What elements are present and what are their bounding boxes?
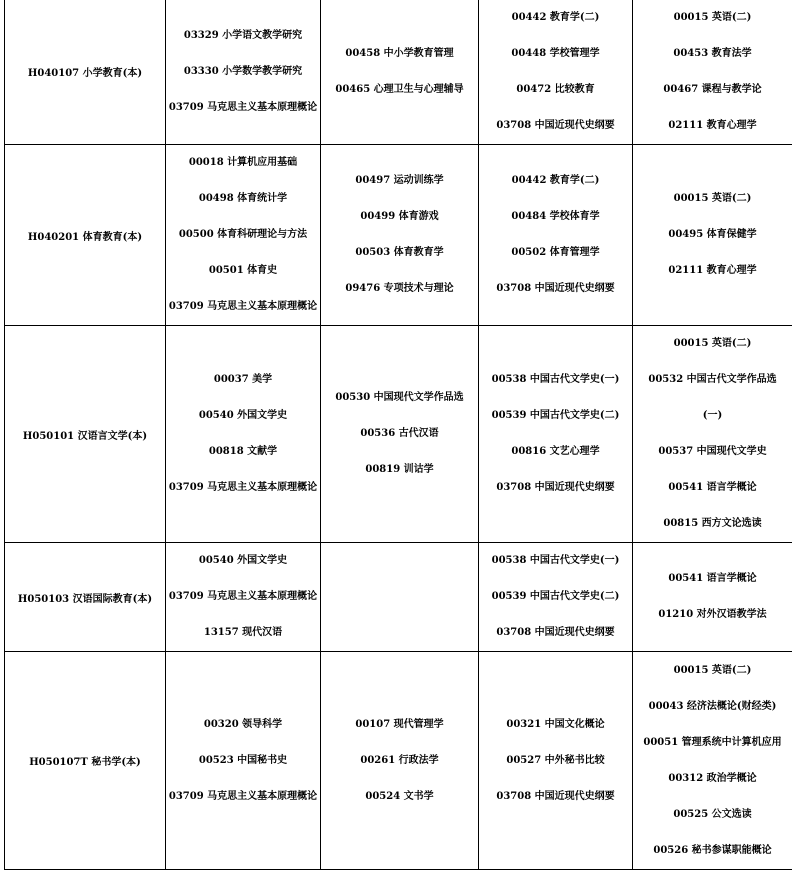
course-group-cell [633,0,792,145]
course-item: 00539 中国古代文学史(二) [479,579,632,615]
course-item: 03709 马克思主义基本原理概论 [166,470,320,506]
table-row [5,0,792,145]
course-item: 00532 中国古代文学作品选 [633,362,792,398]
major-cell [5,326,166,543]
course-item: 00501 体育史 [166,253,320,289]
course-group-cell [321,0,479,145]
course-item: 00472 比较教育 [479,72,632,108]
course-item: 01210 对外汉语教学法 [633,597,792,633]
course-group-cell [479,652,633,870]
course-item: 00107 现代管理学 [321,707,478,743]
course-item: 03709 马克思主义基本原理概论 [166,90,320,126]
course-item: 03708 中国近现代史纲要 [479,470,632,506]
course-item: 00015 英语(二) [633,326,792,362]
course-item: 00540 外国文学史 [166,543,320,579]
course-item: 03329 小学语文教学研究 [166,18,320,54]
course-item: 00320 领导科学 [166,707,320,743]
exam-schedule-table [4,0,792,870]
major-cell [5,652,166,870]
course-group-cell [166,326,321,543]
course-item: 00536 古代汉语 [321,416,478,452]
course-item: 00538 中国古代文学史(一) [479,362,632,398]
course-item: 00465 心理卫生与心理辅导 [321,72,478,108]
table-row [5,326,792,543]
table-row [5,543,792,652]
course-item: 03709 马克思主义基本原理概论 [166,289,320,325]
course-item: 00539 中国古代文学史(二) [479,398,632,434]
course-item: 02111 教育心理学 [633,253,792,289]
course-item: 00043 经济法概论(财经类) [633,689,792,725]
course-item: 00816 文艺心理学 [479,434,632,470]
course-item: 00541 语言学概论 [633,470,792,506]
course-item: 00818 文献学 [166,434,320,470]
course-group-cell [321,543,479,652]
course-item: 00448 学校管理学 [479,36,632,72]
course-item: 00467 课程与教学论 [633,72,792,108]
course-group-cell [321,145,479,326]
course-item: 00015 英语(二) [633,181,792,217]
table-body [5,0,792,870]
course-item: 00819 训诂学 [321,452,478,488]
course-item: 00015 英语(二) [633,0,792,36]
course-item: 00499 体育游戏 [321,199,478,235]
course-group-cell [633,145,792,326]
course-item: 00526 秘书参谋职能概论 [633,833,792,869]
course-group-cell [479,543,633,652]
course-item: 00527 中外秘书比较 [479,743,632,779]
course-item: 00442 教育学(二) [479,163,632,199]
course-group-cell [166,543,321,652]
course-item: 00458 中小学教育管理 [321,36,478,72]
course-item: 00051 管理系统中计算机应用 [633,725,792,761]
course-item: 00530 中国现代文学作品选 [321,380,478,416]
course-item: 00497 运动训练学 [321,163,478,199]
course-item: 03708 中国近现代史纲要 [479,271,632,307]
course-item: 00815 西方文论选读 [633,506,792,542]
course-item: 02111 教育心理学 [633,108,792,144]
course-item: 00321 中国文化概论 [479,707,632,743]
table-row [5,145,792,326]
course-group-cell [166,0,321,145]
course-group-cell [479,145,633,326]
course-item: 03708 中国近现代史纲要 [479,615,632,651]
course-item: 00261 行政法学 [321,743,478,779]
table-row [5,652,792,870]
course-item: 00523 中国秘书史 [166,743,320,779]
course-item: 00540 外国文学史 [166,398,320,434]
course-item: 00503 体育教育学 [321,235,478,271]
course-item: 00500 体育科研理论与方法 [166,217,320,253]
course-item: (一) [633,398,792,434]
course-item: 00484 学校体育学 [479,199,632,235]
course-item: 00015 英语(二) [633,653,792,689]
major-name: H040201 体育教育(本) [5,228,165,243]
course-group-cell [321,652,479,870]
course-group-cell [633,543,792,652]
course-item: 00312 政治学概论 [633,761,792,797]
course-group-cell [633,652,792,870]
course-item: 00502 体育管理学 [479,235,632,271]
course-item: 00018 计算机应用基础 [166,145,320,181]
course-item: 03708 中国近现代史纲要 [479,108,632,144]
course-group-cell [633,326,792,543]
course-item: 00537 中国现代文学史 [633,434,792,470]
course-item: 00453 教育法学 [633,36,792,72]
course-item: 00538 中国古代文学史(一) [479,543,632,579]
major-name: H040107 小学教育(本) [5,64,165,79]
course-item: 00524 文书学 [321,779,478,815]
major-name: H050103 汉语国际教育(本) [5,590,165,605]
course-group-cell [166,652,321,870]
course-item: 13157 现代汉语 [166,615,320,651]
course-group-cell [479,0,633,145]
course-item: 00525 公文选读 [633,797,792,833]
major-cell [5,0,166,145]
course-item: 00541 语言学概论 [633,561,792,597]
course-item: 00495 体育保健学 [633,217,792,253]
course-item: 03330 小学数学教学研究 [166,54,320,90]
course-group-cell [479,326,633,543]
major-name: H050101 汉语言文学(本) [5,427,165,442]
major-cell [5,145,166,326]
course-item: 00498 体育统计学 [166,181,320,217]
major-cell [5,543,166,652]
course-item: 00442 教育学(二) [479,0,632,36]
course-item: 09476 专项技术与理论 [321,271,478,307]
course-item: 00037 美学 [166,362,320,398]
course-item: 03709 马克思主义基本原理概论 [166,779,320,815]
course-item: 03708 中国近现代史纲要 [479,779,632,815]
major-name: H050107T 秘书学(本) [5,753,165,768]
course-group-cell [166,145,321,326]
course-item: 03709 马克思主义基本原理概论 [166,579,320,615]
course-group-cell [321,326,479,543]
